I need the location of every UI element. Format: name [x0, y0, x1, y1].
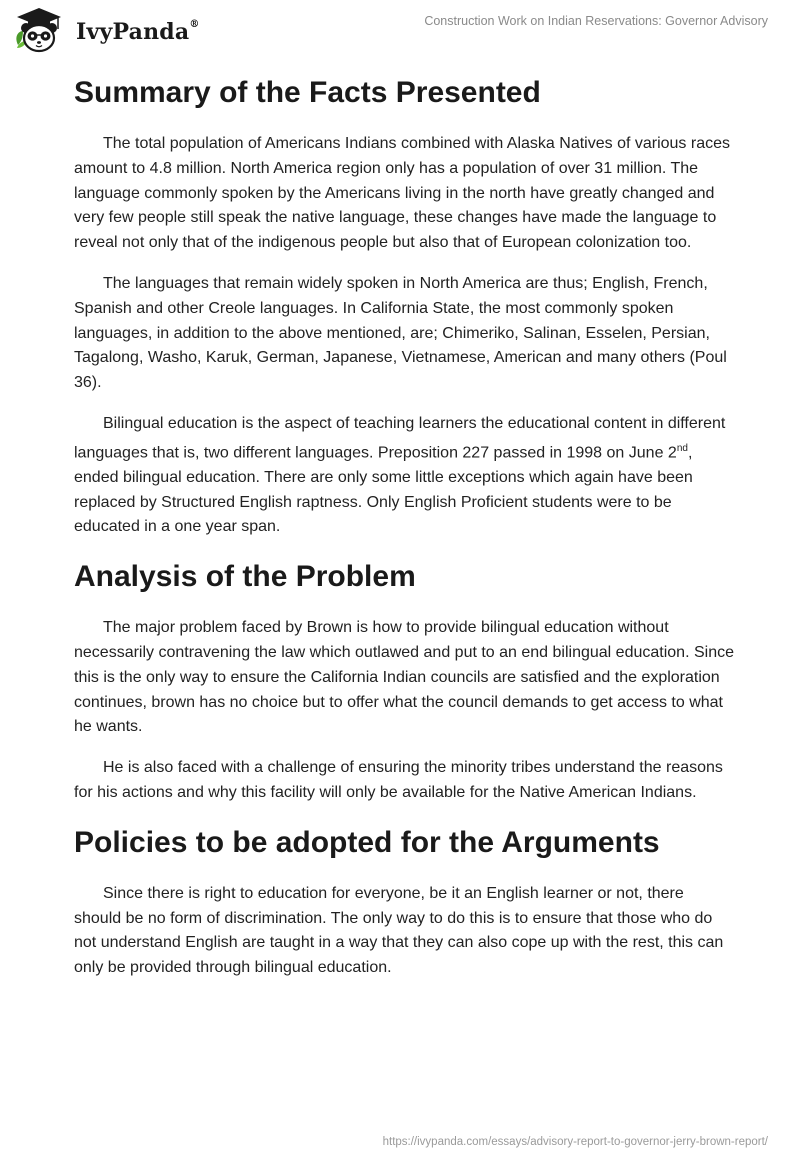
source-url[interactable]: https://ivypanda.com/essays/advisory-report-to-governor-jerry-brown-report/ [382, 1136, 768, 1148]
logo-text: IvyPanda® [76, 18, 200, 45]
paragraph: He is also faced with a challenge of ensuring the minority tribes understand the reasons for his actions and why this facility will only be available for the Native American Indians. [74, 759, 723, 802]
section-heading-analysis: Analysis of the Problem [74, 560, 416, 594]
ivypanda-logo[interactable] [14, 7, 200, 53]
paragraph: The total population of Americans Indians combined with Alaska Natives of various races amount to 4.8 million. North America region only has a population of over 31 million. The language commonly spoken by the Americans living in the north have greatly changed and very few people still speak the native language, these changes have made the language to reveal not only that of the indigenous people but also that of European colonization too. [74, 135, 730, 252]
document-title: Construction Work on Indian Reservations: Governor Advisory [424, 14, 768, 28]
section-heading-policies: Policies to be adopted for the Arguments [74, 825, 660, 859]
paragraph: The major problem faced by Brown is how to provide bilingual education without necessarily contravening the law which outlawed and put to an end bilingual education. Since this is the only way to ensure the California Indian councils are satisfied and the exploration continues, brown has no choice but to offer what the council demands to get access to what he wants. [74, 619, 734, 736]
paragraph: The languages that remain widely spoken in North America are thus; English, French, Spanish and other Creole languages. In California State, the most commonly spoken languages, in addition to the above mentioned, are; Chimeriko, Salinan, Esselen, Persian, Tagalong, Washo, Karuk, German, Japanese, Vietnamese, American and many others (Poul 36). [74, 274, 727, 392]
paragraph: Bilingual education is the aspect of teaching learners the educational content in different languages that is, two different languages. Preposition 227 passed in 1998 on June 2nd, ended bilingual education. There are only some little exceptions which again have been replaced by Structured English raptness. Only English Proficient students were to be educated in a one year span. [74, 414, 726, 536]
page-header [0, 0, 800, 60]
panda-graduate-icon [14, 7, 64, 53]
article-body [74, 70, 734, 997]
paragraph: Since there is right to education for everyone, be it an English learner or not, there should be no form of discrimination. The only way to do this is to ensure that those who do not understand English are taught in a way that they can also cope up with the rest, this can only be provided through bilingual education. [74, 884, 724, 977]
section-heading-summary: Summary of the Facts Presented [74, 76, 541, 109]
